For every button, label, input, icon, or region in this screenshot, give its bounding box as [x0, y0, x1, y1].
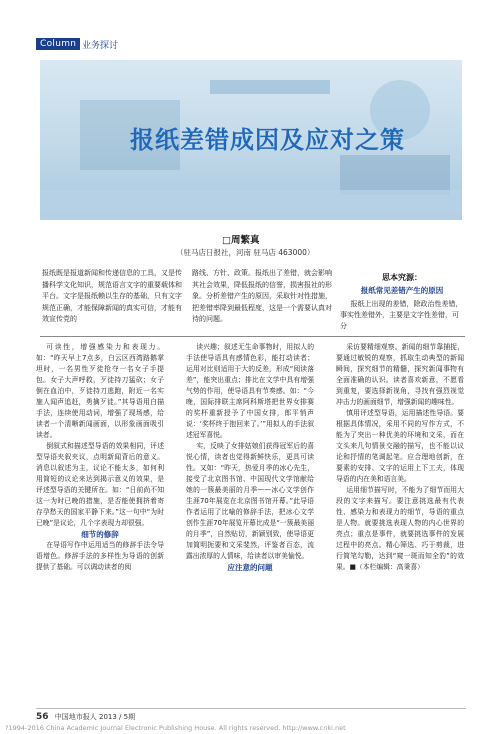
abstract-col-1: 报纸既是报道新闻和传递信息的工具，又是传播科学文化知识，规范语言文字的重要载体和平台。文字是报纸赖以生存的基础，只有文字规范正确，才能保障新闻的真实可信，才能有效宣传党的	[42, 269, 182, 323]
copyright-watermark: ?1994-2016 China Academic Journal Electronic Publishing House. All rights reserved. http://www.cnki.net	[5, 724, 346, 732]
author: □周繁真	[222, 235, 260, 246]
key-section	[340, 272, 464, 332]
footer	[36, 712, 135, 722]
page-number: 56	[36, 712, 49, 722]
key-text: 报纸上出现的差错，除政治性差错，事实性差错外，主要是文字性差错，可分	[340, 300, 463, 330]
column-name: 业务探讨	[82, 41, 119, 51]
divider	[40, 336, 465, 337]
paragraph: 慎用评述型导语，运用描述性导语。要根据具体情况，采用不同的写作方式，不能为了突出一种优美的环境和文采，而在文头来几句情景交融的描写，也不能以议论和抒情的笔调起笔。应合理地创新，在要素的安排、文字的运用上下工夫，体现导语的内在美和语言美。	[336, 409, 464, 483]
journal-name: 中国地市报人 2013 / 5期	[54, 713, 136, 721]
body-column-1	[36, 342, 164, 573]
paragraph: 采访要精细观察。新闻的细节靠捕捉，要通过敏锐的观察，抓取生动典型的新闻瞬间，探究细节的精髓，探究新闻事物有全面准确的认识。读者喜欢新意，不愿看到重复，要选择新视角，寻找有强烈视觉冲击力的画面细节，增强新闻的趣味性。	[336, 343, 464, 406]
paragraph: 可读性，增强感染力和表现力。如：“昨天早上7点多，白云区西湾路鹅掌坦时，一名男性歹徒抢夺一名女子手提包。女子大声呼救，歹徒持刀猛砍；女子倒在血泊中，歹徒持刀逃跑，附近一名实施人闻声追赶，勇擒歹徒。”其导语用白描手法，连续使用动词，增强了现场感，给读者一个清晰新闻画面，以形象画面吸引读者。	[36, 343, 164, 439]
abstract-col-2: 路线、方针、政策。报纸出了差错，就会影响其社会效果，降低报纸的信誉，损害报社的形象。分析差错产生的原因，采取针对性措施，把差错率降到最低程度，这是一个需要认真对待的问题。	[192, 269, 332, 323]
key-title: 思本究源：	[382, 273, 422, 282]
key-subtitle: 报纸常见差错产生的原因	[360, 286, 444, 295]
paragraph: 实，反映了女排姑娘们获得冠军后的喜悦心情，读者也觉得新鲜快乐，更具可读性。又如：“昨天，热爱月季的冰心先生，接受了北京图书馆、中国现代文学馆献给她的一簇最美丽的月季——冰心文学创作生涯70年展览在北京图书馆开幕。”此导语作者运用了比喻的修辞手法，把冰心文学创作生涯70年展览开幕比成是“一簇最美丽的月季”，自然贴切，新颖别致，使导语更加简明扼要和文采斐然，评鉴者百态，流露出浓厚的人情味，给读者以审美愉悦。	[186, 442, 314, 560]
paragraph: 运用细节描写时，不能为了细节而用大段的文字来描写。要注意挑选最有代表性、感染力和表现力的细节，导语的重点是人物。就要挑选表现人物的内心世界的亮点；重点是事件，就要挑选事件的发展过程中的亮点。精心筛选、巧于剪裁，进行简笔勾勒，达到“窥一斑而知全豹”的效果。■（本栏编辑：高秉喜）	[336, 486, 464, 571]
footer-divider	[36, 708, 466, 709]
body-column-2	[186, 342, 314, 573]
section-heading: 应注意的问题	[227, 563, 273, 572]
body-column-3	[336, 342, 464, 573]
paragraph: 读兴趣；叙述无生命事物时，用拟人的手法使导语具有感情色彩，能打动读者；运用对比则适用于大的反差，形成“阅读落差”，能突出重点；排比在文学中具有增强气势的作用，使导语具有节奏感。如：“今晚，国际排联主席阿科斯塔把世界女排赛的奖杯重新授予了中国女排，郎平悄声说：‘奖杯终于抱回来了。’”用拟人的手法叙述冠军喜悦。	[186, 343, 314, 439]
paragraph: 倒叙式和描述型导语的效果相同，评述型导语夹叙夹议，点明新闻背后的意义。消息以叙述为主，议论不能太多，如何利用简短的议论来达到揭示意义的效果，是评述型导语的关键所在。如：“日前尚不知这一为时已晚的措施，是否能使拥挤着寄存孕愁天的国家平静下来。”这一句中“为时已晚”是议论，几个字表现力却很强。	[36, 442, 164, 527]
section-heading: 细节的修辞	[81, 530, 119, 539]
affiliation: （驻马店日报社，河南 驻马店 463000）	[176, 248, 315, 257]
paragraph: 在导语写作中运用适当的修辞手法令导语增色。修辞手法的多样性为导语的创新提供了基础。可以调动读者的阅	[36, 541, 164, 571]
article-title: 报纸差错成因及应对之策	[130, 126, 405, 154]
column-tag: Column	[36, 38, 80, 50]
